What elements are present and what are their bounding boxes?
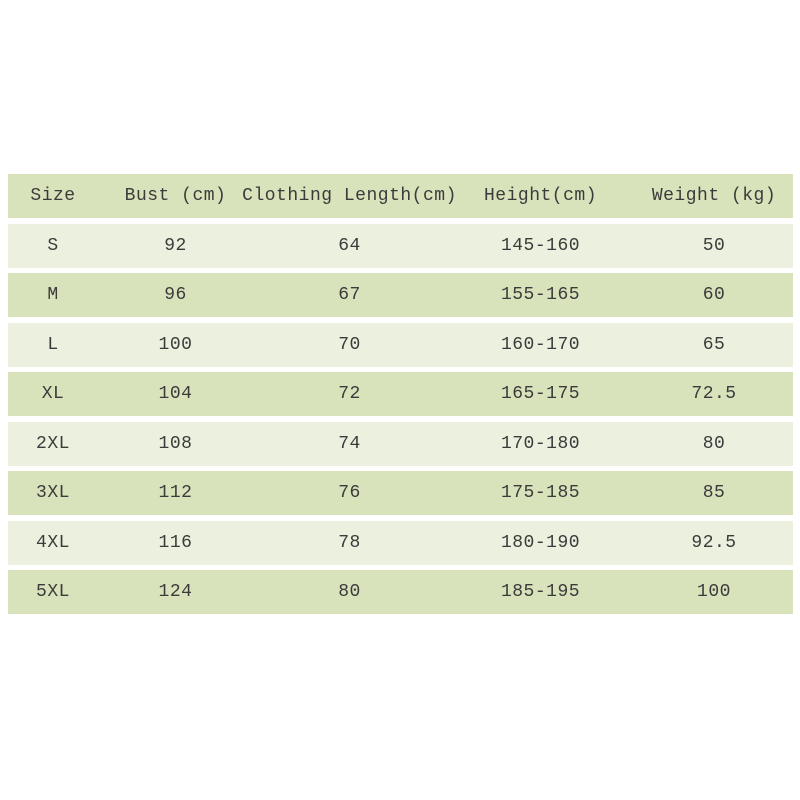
table-cell: 72: [338, 384, 361, 404]
table-cell: 74: [338, 433, 361, 454]
table-cell: 180-190: [500, 532, 581, 553]
size-label-cell: M: [47, 285, 59, 305]
table-row-s: [8, 224, 793, 268]
table-cell: 50: [702, 235, 726, 256]
table-cell: 100: [697, 582, 731, 602]
size-label-cell: L: [47, 334, 59, 355]
table-cell: 170-180: [500, 433, 581, 454]
size-label-cell: S: [47, 235, 59, 256]
column-header-weight-kg: Weight (kg): [651, 186, 777, 206]
table-cell: 64: [338, 235, 361, 256]
table-cell: 145-160: [500, 235, 581, 256]
size-label-cell: XL: [41, 384, 65, 404]
table-cell: 65: [702, 334, 726, 355]
table-cell: 67: [338, 285, 361, 305]
table-cell: 124: [158, 582, 193, 602]
size-label-cell: 5XL: [36, 582, 70, 602]
table-cell: 116: [158, 532, 193, 553]
size-label-cell: 4XL: [36, 532, 70, 553]
table-cell: 76: [338, 483, 361, 503]
table-cell: 165-175: [500, 384, 581, 404]
size-chart-table: [8, 174, 793, 614]
table-row-3xl: [8, 471, 793, 515]
column-header-height-cm: Height(cm): [483, 186, 598, 206]
table-cell: 78: [338, 532, 361, 553]
table-cell: 160-170: [500, 334, 581, 355]
table-cell: 185-195: [500, 582, 581, 602]
table-cell: 104: [158, 384, 193, 404]
table-row-5xl: [8, 570, 793, 614]
table-row-xl: [8, 372, 793, 416]
header-row: [8, 174, 793, 218]
table-cell: 108: [158, 433, 193, 454]
table-row-m: [8, 273, 793, 317]
table-cell: 92: [164, 235, 187, 256]
table-cell: 92.5: [691, 532, 737, 553]
column-header-bust-cm: Bust (cm): [124, 186, 227, 206]
table-cell: 100: [158, 334, 193, 355]
table-row-4xl: [8, 521, 793, 565]
table-cell: 96: [164, 285, 187, 305]
table-cell: 70: [338, 334, 361, 355]
table-cell: 72.5: [691, 384, 737, 404]
table-row-2xl: [8, 422, 793, 466]
column-header-size: Size: [30, 186, 76, 206]
size-label-cell: 3XL: [36, 483, 70, 503]
table-row-l: [8, 323, 793, 367]
table-cell: 80: [338, 582, 361, 602]
table-cell: 80: [702, 433, 726, 454]
table-cell: 175-185: [500, 483, 581, 503]
column-header-clothing-length-cm: Clothing Length(cm): [242, 186, 457, 206]
table-cell: 155-165: [500, 285, 581, 305]
table-cell: 112: [158, 483, 193, 503]
table-cell: 60: [702, 285, 726, 305]
table-cell: 85: [702, 483, 726, 503]
size-label-cell: 2XL: [36, 433, 70, 454]
